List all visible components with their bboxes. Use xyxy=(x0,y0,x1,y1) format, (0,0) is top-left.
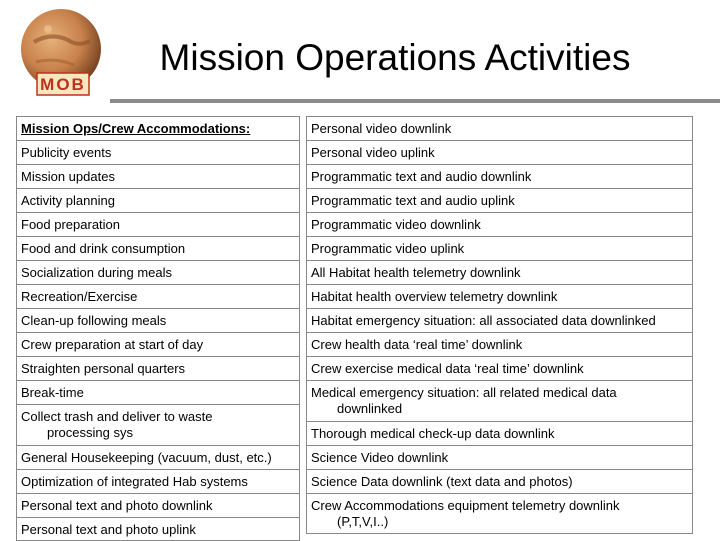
cell-text: Science Data downlink (text data and photos) xyxy=(311,474,573,489)
cell-text: Programmatic video uplink xyxy=(311,241,465,256)
activity-cell xyxy=(16,517,300,541)
activity-cell xyxy=(16,260,300,284)
data-link-cell xyxy=(306,212,693,236)
cell-text: Crew health data ‘real time’ downlink xyxy=(311,337,523,352)
left-activity-list xyxy=(16,116,300,541)
cell-text: Personal text and photo downlink xyxy=(21,498,213,513)
cell-text-continued: processing sys xyxy=(47,425,133,440)
activity-cell xyxy=(16,332,300,356)
cell-text: Optimization of integrated Hab systems xyxy=(21,474,248,489)
cell-text: Recreation/Exercise xyxy=(21,289,138,304)
cell-text: Mission updates xyxy=(21,169,115,184)
cell-text: Collect trash and deliver to waste xyxy=(21,409,213,424)
logo-text: MOB xyxy=(40,75,86,94)
cell-text: General Housekeeping (vacuum, dust, etc.) xyxy=(21,450,272,465)
cell-text: Crew exercise medical data ‘real time’ downlink xyxy=(311,361,584,376)
data-link-cell xyxy=(306,308,693,332)
activity-cell xyxy=(16,445,300,469)
cell-text: Crew Accommodations equipment telemetry downlink xyxy=(311,498,620,513)
activity-cell xyxy=(16,356,300,380)
data-link-cell xyxy=(306,140,693,164)
right-activity-list xyxy=(306,116,693,534)
activity-cell xyxy=(16,493,300,517)
cell-text: Publicity events xyxy=(21,145,112,160)
cell-text: All Habitat health telemetry downlink xyxy=(311,265,521,280)
data-link-cell xyxy=(306,356,693,380)
cell-text: Personal text and photo uplink xyxy=(21,522,196,537)
cell-text-continued: (P,T,V,I..) xyxy=(337,514,389,529)
activity-cell xyxy=(16,236,300,260)
cell-text: Crew preparation at start of day xyxy=(21,337,204,352)
data-link-cell xyxy=(306,116,693,140)
cell-text: Habitat health overview telemetry downlink xyxy=(311,289,558,304)
cell-text: Personal video uplink xyxy=(311,145,435,160)
cell-text-continued: downlinked xyxy=(337,401,403,416)
cell-text: Activity planning xyxy=(21,193,115,208)
data-link-cell xyxy=(306,236,693,260)
cell-text: Socialization during meals xyxy=(21,265,173,280)
cell-text: Medical emergency situation: all related medical data xyxy=(311,385,617,400)
cell-text: Mission Ops/Crew Accommodations: xyxy=(21,121,251,136)
data-link-cell xyxy=(306,332,693,356)
data-link-cell xyxy=(306,421,693,445)
activity-cell xyxy=(16,469,300,493)
cell-text: Personal video downlink xyxy=(311,121,452,136)
data-link-cell xyxy=(306,188,693,212)
cell-text: Programmatic text and audio downlink xyxy=(311,169,532,184)
activity-cell xyxy=(16,380,300,404)
cell-text: Clean-up following meals xyxy=(21,313,167,328)
data-link-cell xyxy=(306,284,693,308)
mars-mob-logo xyxy=(16,7,106,97)
cell-text: Programmatic video downlink xyxy=(311,217,481,232)
data-link-cell xyxy=(306,445,693,469)
cell-text: Thorough medical check-up data downlink xyxy=(311,426,555,441)
activity-cell xyxy=(16,404,300,445)
activity-cell xyxy=(16,308,300,332)
activity-cell xyxy=(16,212,300,236)
data-link-cell xyxy=(306,469,693,493)
cell-text: Break-time xyxy=(21,385,84,400)
data-link-cell xyxy=(306,380,693,421)
activity-cell xyxy=(16,140,300,164)
activity-cell xyxy=(16,116,300,140)
activity-cell xyxy=(16,284,300,308)
data-link-cell xyxy=(306,260,693,284)
title-divider xyxy=(110,99,720,103)
cell-text: Food preparation xyxy=(21,217,121,232)
activity-cell xyxy=(16,164,300,188)
cell-text: Habitat emergency situation: all associated data downlinked xyxy=(311,313,656,328)
activity-cell xyxy=(16,188,300,212)
cell-text: Science Video downlink xyxy=(311,450,449,465)
page-title: Mission Operations Activities xyxy=(159,37,631,78)
data-link-cell xyxy=(306,164,693,188)
cell-text: Food and drink consumption xyxy=(21,241,186,256)
data-link-cell xyxy=(306,493,693,534)
cell-text: Straighten personal quarters xyxy=(21,361,186,376)
cell-text: Programmatic text and audio uplink xyxy=(311,193,515,208)
